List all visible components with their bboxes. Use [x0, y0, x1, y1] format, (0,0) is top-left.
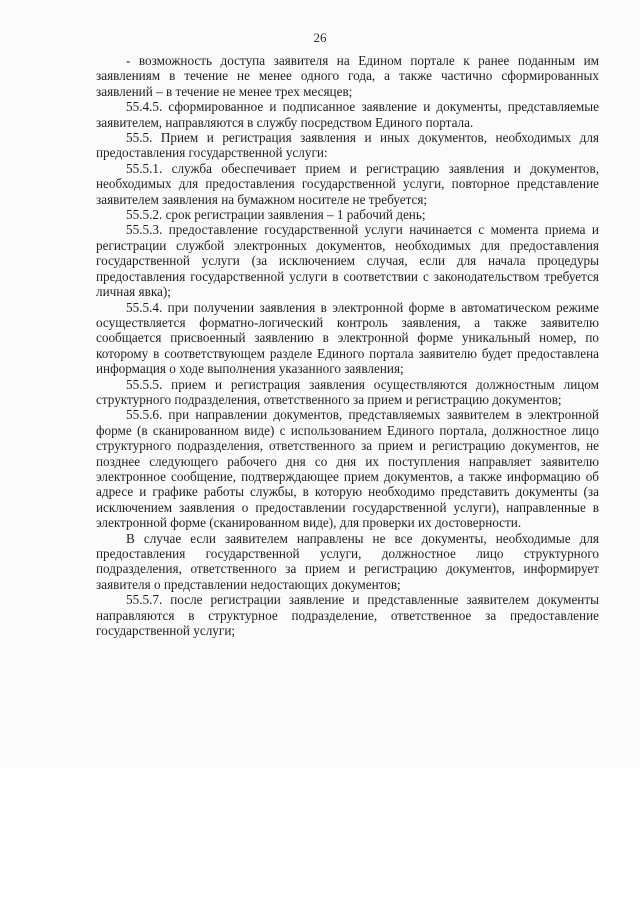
- paragraph-55-5-4: 55.5.4. при получении заявления в электронной форме в автоматическом режиме осуществляется форматно-логический контроль заявления, а также заявителю сообщается присвоенный заявлению в электронной форме уникальный номер, по которому в соответствующем разделе Единого портала заявителю будет предоставлена информация о ходе выполнения указанного заявления;: [96, 299, 599, 377]
- document-body: [96, 53, 599, 638]
- paragraph-55-4-5: 55.4.5. сформированное и подписанное заявление и документы, представляемые заявителем, направляются в службу посредством Единого портала.: [96, 99, 599, 130]
- paragraph-incomplete-documents: В случае если заявителем направлены не все документы, необходимые для предоставления государственной услуги, должностное лицо структурного подразделения, ответственного за прием и регистрацию документов, информирует заявителя о представлении недостающих документов;: [96, 530, 599, 592]
- paragraph-portal-access: - возможность доступа заявителя на Едином портале к ранее поданным им заявлениям в течение не менее одного года, а также частично сформированных заявлений – в течение не менее трех месяцев;: [96, 53, 599, 99]
- paragraph-55-5-6: 55.5.6. при направлении документов, представляемых заявителем в электронной форме (в сканированном виде) с использованием Единого портала, должностное лицо структурного подразделения, ответственного за прием и регистрацию документов, не позднее следующего рабочего дня со дня их поступления направляет заявителю электронное сообщение, подтверждающее прием документов, а также информацию об адресе и графике работы службы, в которую необходимо представить документы (за исключением заявления о предоставлении государственной услуги), направленные в электронной форме (сканированном виде), для проверки их достоверности.: [96, 407, 599, 531]
- paragraph-55-5-3: 55.5.3. предоставление государственной услуги начинается с момента приема и регистрации службой электронных документов, необходимых для предоставления государственной услуги (за исключением случая, если для начала процедуры предоставления государственной услуги в соответствии с законодательством требуется личная явка);: [96, 222, 599, 300]
- paragraph-55-5-7: 55.5.7. после регистрации заявление и представленные заявителем документы направляются в структурное подразделение, ответственное за предоставление государственной услуги;: [96, 592, 599, 639]
- blank-area: [0, 768, 640, 905]
- paragraph-55-5-5: 55.5.5. прием и регистрация заявления осуществляются должностным лицом структурного подразделения, ответственного за прием и регистрацию документов;: [96, 376, 599, 407]
- paragraph-55-5: 55.5. Прием и регистрация заявления и иных документов, необходимых для предоставления государственной услуги:: [96, 130, 599, 161]
- paragraph-55-5-1: 55.5.1. служба обеспечивает прием и регистрацию заявления и документов, необходимых для предоставления государственной услуги, повторное представление заявителем заявления на бумажном носителе не требуется;: [96, 160, 599, 207]
- paragraph-55-5-2: 55.5.2. срок регистрации заявления – 1 рабочий день;: [126, 207, 426, 223]
- page-number: 26: [313, 30, 327, 45]
